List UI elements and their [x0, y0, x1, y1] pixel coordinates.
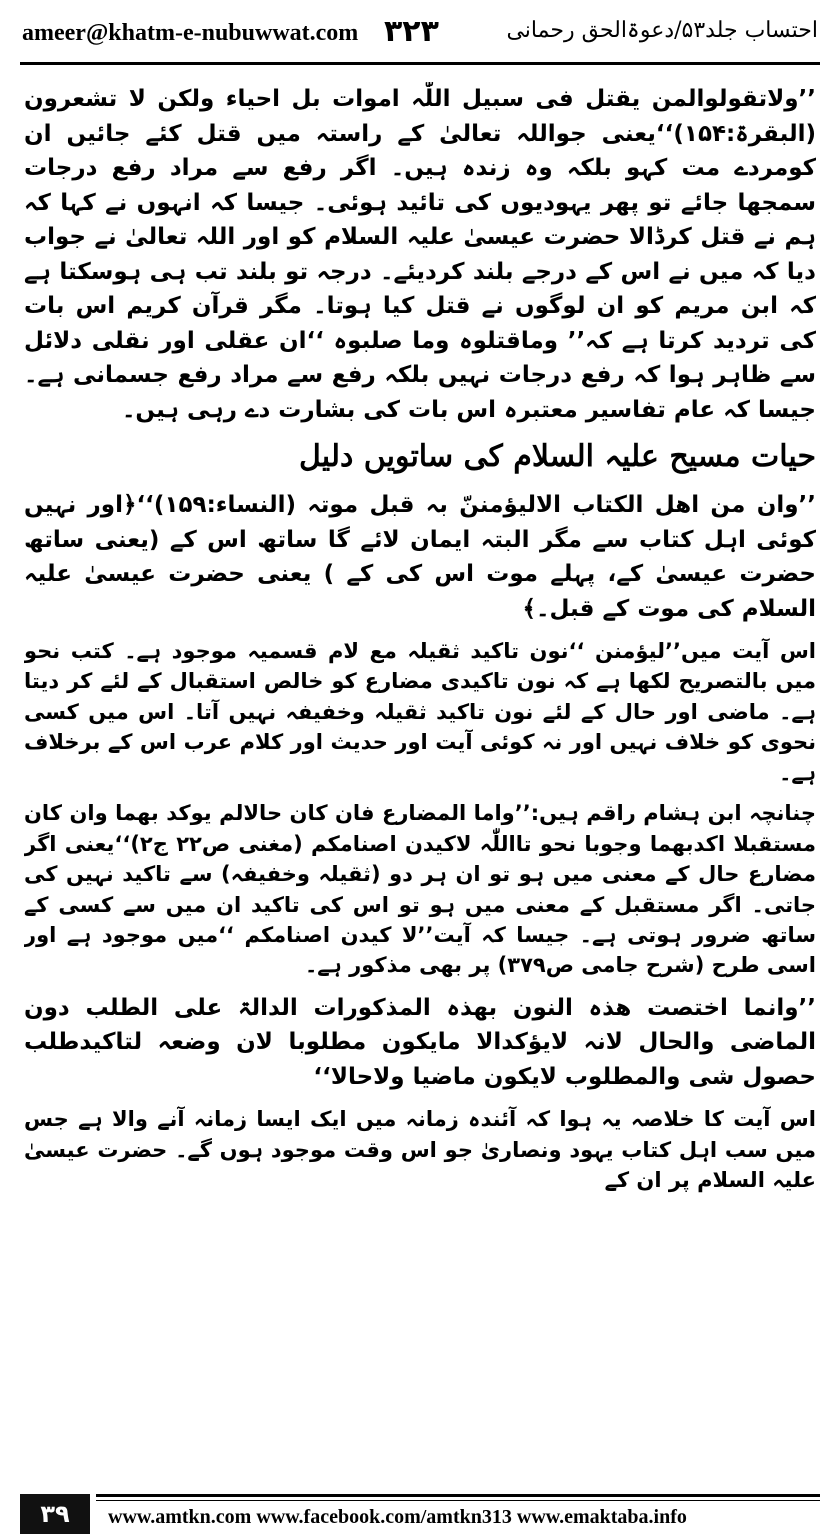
footer-page-number: ۳۹ [20, 1494, 90, 1534]
footer-rule [96, 1494, 820, 1497]
page-header [0, 0, 840, 68]
footer-links[interactable]: www.amtkn.com www.facebook.com/amtkn313 www.emaktaba.info [108, 1506, 687, 1528]
header-page-number: ۳۲۳ [384, 14, 439, 49]
paragraph-2: ’’وان من اھل الکتاب الالیؤمننّ بہ قبل موتہ (النساء:۱۵۹)‘‘﴿اور نہیں کوئی اہل کتاب سے مگر البتہ ایمان لائے گا ساتھ اس کے (یعنی ساتھ حضرت عیسیٰ کے، پہلے موت اس کی کے ) یعنی حضرت عیسیٰ علیہ السلام کی موت کے قبل۔﴾ [24, 492, 816, 622]
header-rule [20, 62, 820, 65]
paragraph-5: ’’وانما اختصت ھذہ النون بھذہ المذکورات الدالۃ علی الطلب دون الماضی والحال لانہ لایؤکدالا مایکون مطلوبا لان وضعہ لتاکیدطلب حصول شی والمطلوب لایکون ماضیا ولاحالا‘‘ [24, 994, 816, 1090]
header-email: ameer@khatm-e-nubuwwat.com [22, 20, 359, 46]
page-footer [20, 1494, 820, 1534]
body-text [24, 82, 816, 1488]
paragraph-3: اس آیت میں’’لیؤمنن ‘‘نون تاکید ثقیلہ مع لام قسمیہ موجود ہے۔ کتب نحو میں بالتصریح لکھا ہے کہ نون تاکیدی مضارع کو خالص استقبال کے لئے کر دیتا ہے۔ ماضی اور حال کے لئے نون تاکید ثقیلہ وخفیفہ نہیں آتا۔ اس میں کسی نحوی کو خلاف نہیں اور نہ کوئی آیت اور حدیث اور کلام عرب اس کے برخلاف ہے۔ [24, 639, 816, 785]
paragraph-4: چنانچہ ابن ہشام راقم ہیں:’’واما المضارع فان کان حالالم یوکد بھما وان کان مستقبلا اکدبھما وجوبا نحو تااللّٰہ لاکیدن اصنامکم (مغنی ص۲۲ ج۲)‘‘یعنی اگر مضارع حال کے معنی میں ہو تو ان ہر دو (ثقیلہ وخفیفہ) سے تاکید نہیں کی جاتی۔ اگر مستقبل کے معنی میں ہو تو اس کی تاکید ان میں سے کسی کے ساتھ ضرور ہوتی ہے۔ جیسا کہ آیت’’لا کیدن اصنامکم ‘‘میں موجود ہے اور اسی طرح (شرح جامی ص۳۷۹) پر بھی مذکور ہے۔ [24, 801, 816, 978]
footer-rule-thin [96, 1500, 820, 1501]
paragraph-6: اس آیت کا خلاصہ یہ ہوا کہ آئندہ زمانہ میں ایک ایسا زمانہ آنے والا ہے جس میں سب اہل کتاب یہود ونصاریٰ جو اس وقت موجود ہوں گے۔ حضرت عیسیٰ علیہ السلام پر ان کے [24, 1107, 816, 1193]
section-heading: حیات مسیح علیہ السلام کی ساتویں دلیل [299, 439, 816, 474]
paragraph-1: ’’ولاتقولوالمن یقتل فی سبیل اللّٰہ اموات بل احیاء ولکن لا تشعرون (البقرۃ:۱۵۴)‘‘یعنی جواللہ تعالیٰ کے راستہ میں قتل کئے جائیں ان کومردے مت کہو بلکہ وہ زندہ ہیں۔ اگر رفع سے مراد رفع درجات سمجھا جائے تو پھر یہودیوں کی تائید ہوئی۔ جیسا کہ انہوں نے کہا کہ ہم نے قتل کرڈالا حضرت عیسیٰ علیہ السلام کو اور اللہ تعالیٰ نے جواب دیا کہ میں نے اس کے درجے بلند کردیئے۔ درجہ تو بلند تب ہی ہوسکتا ہے کہ ابن مریم کو ان لوگوں نے قتل کیا ہوتا۔ مگر قرآن کریم اس بات کی تردید کرتا ہے کہ’’ وماقتلوہ وما صلبوہ ‘‘ان عقلی اور نقلی دلائل سے ظاہر ہوا کہ رفع درجات نہیں بلکہ رفع سے مراد رفع جسمانی ہے۔ جیسا کہ عام تفاسیر معتبرہ اس بات کی بشارت دے رہی ہیں۔ [24, 86, 816, 423]
header-running-title: احتساب جلد۵۳/دعوۃالحق رحمانی [506, 18, 818, 43]
